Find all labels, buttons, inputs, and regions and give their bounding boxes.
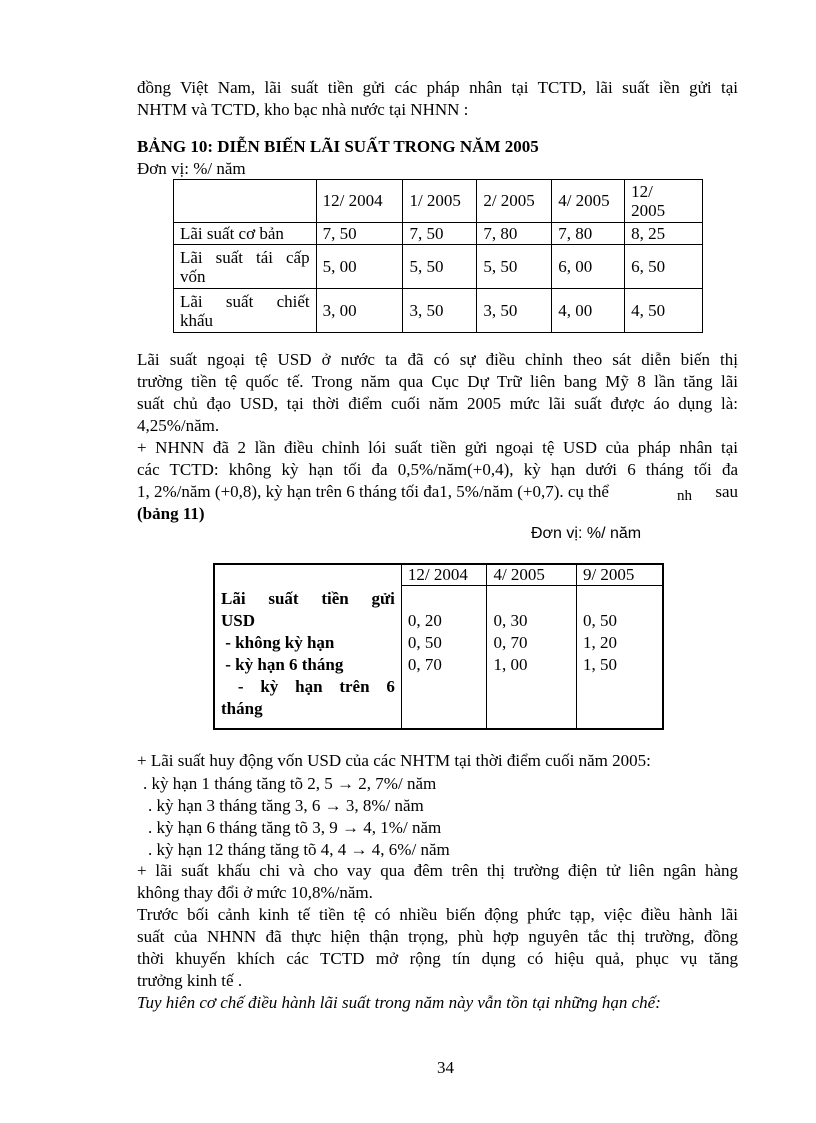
table11-header-cell: 9/ 2005 [576, 564, 663, 586]
table10-header-cell: 1/ 2005 [403, 180, 477, 223]
intro-paragraph [137, 77, 738, 121]
mobilization-list [143, 773, 450, 861]
list-item: . kỳ hạn 1 tháng tăng tõ 2, 5 → 2, 7%/ năm [143, 774, 437, 793]
table10-cell: 5, 50 [477, 245, 552, 289]
overdraft-paragraph: + lãi suất khấu chi và cho vay qua đêm trên thị trường điện tử liên ngân hàng không thay đổi ở mức 10,8%/năm. [137, 861, 738, 902]
usd-paragraph: Lãi suất ngoại tệ USD ở nước ta đã có sự điều chỉnh theo sát diễn biến thị trường tiền tệ quốc tế. Trong năm qua Cục Dự Trữ liên bang Mỹ 8 lần tăng lãi suất chủ đạo USD, tại thời điểm cuối năm 2005 mức lãi suất được áo dụng là: 4,25%/năm. [137, 350, 738, 435]
table10-cell: 8, 25 [625, 223, 703, 245]
table10-unit: Đơn vị: %/ năm [137, 159, 246, 178]
table10-row-label: Lãi suất cơ bản [174, 223, 317, 245]
table10-cell: 5, 50 [403, 245, 477, 289]
table10-cell: 3, 00 [316, 289, 403, 333]
table10-cell: 6, 00 [552, 245, 625, 289]
table10-cell: 5, 00 [316, 245, 403, 289]
table11-unit: Đơn vị: %/ năm [531, 525, 642, 542]
table-row [214, 586, 663, 729]
table-row [174, 245, 703, 289]
table11-cell: 0, 50 1, 20 1, 50 [576, 586, 663, 729]
table-row [174, 223, 703, 245]
table10-cell: 3, 50 [403, 289, 477, 333]
list-item: . kỳ hạn 12 tháng tăng tõ 4, 4 → 4, 6%/ năm [148, 840, 450, 859]
table10-cell: 7, 50 [403, 223, 477, 245]
nh-fragment: nh [677, 488, 692, 504]
table11-corner-cell [214, 564, 401, 586]
table10-header-cell: 2/ 2005 [477, 180, 552, 223]
table10-cell: 4, 50 [625, 289, 703, 333]
table10-cell: 3, 50 [477, 289, 552, 333]
table10-header-cell: 12/ 2004 [316, 180, 403, 223]
intro-line-1: đồng Việt Nam, lãi suất tiền gửi các pháp nhân tại TCTD, lãi suất iền gửi tại [137, 78, 738, 97]
table11-header-cell: 4/ 2005 [487, 564, 577, 586]
table10-cell: 4, 00 [552, 289, 625, 333]
table10-header-cell: 4/ 2005 [552, 180, 625, 223]
table10-cell: 6, 50 [625, 245, 703, 289]
list-item: . kỳ hạn 3 tháng tăng 3, 6 → 3, 8%/ năm [148, 796, 424, 815]
table10-cell: 7, 80 [477, 223, 552, 245]
page-number: 34 [437, 1058, 454, 1077]
table11-cell: 0, 20 0, 50 0, 70 [401, 586, 487, 729]
sau-fragment: sau [715, 482, 738, 501]
table11-cell: 0, 30 0, 70 1, 00 [487, 586, 577, 729]
list-item: . kỳ hạn 6 tháng tăng tõ 3, 9 → 4, 1%/ năm [148, 818, 442, 837]
table10-cell: 7, 80 [552, 223, 625, 245]
table10-cell: 7, 50 [316, 223, 403, 245]
context-paragraph: Trước bối cảnh kinh tế tiền tệ có nhiều biến động phức tạp, việc điều hành lãi suất của NHNN đã thực hiện thận trọng, phù hợp nguyên tắc thị trường, đồng thời khuyến khích các TCTD mở rộng tín dụng có hiệu quả, phục vụ tăng trưởng kinh tế . [137, 905, 738, 990]
table11-ref: (bảng 11) [137, 504, 205, 523]
intro-line-2: NHTM và TCTD, kho bạc nhà nước tại NHNN : [137, 100, 469, 119]
table-row [174, 289, 703, 333]
table10-corner-cell [174, 180, 317, 223]
mobilization-heading: + Lãi suất huy động vốn USD của các NHTM tại thời điểm cuối năm 2005: [137, 751, 651, 770]
table11-header-cell: 12/ 2004 [401, 564, 487, 586]
closing-italic-line: Tuy hiên cơ chế điều hành lãi suất trong năm này vẫn tồn tại những hạn chế: [137, 993, 661, 1012]
table11-header-row [214, 564, 663, 586]
table10-header-row [174, 180, 703, 223]
table11 [213, 563, 664, 730]
table10-header-cell-last: 12/ 2005 [625, 180, 703, 223]
table10-row-label: Lãi suất chiết khấu [174, 289, 317, 333]
table10 [173, 179, 703, 333]
table10-row-label: Lãi suất tái cấp vốn [174, 245, 317, 289]
table11-row-label: Lãi suất tiền gửi USD - không kỳ hạn - kỳ hạn 6 tháng - kỳ hạn trên 6 tháng [214, 586, 401, 729]
table10-title: BẢNG 10: DIỄN BIẾN LÃI SUẤT TRONG NĂM 2005 [137, 137, 539, 156]
nhnn-paragraph: + NHNN đã 2 lần điều chỉnh lói suất tiền gửi ngoại tệ USD của pháp nhân tại các TCTD: không kỳ hạn tối đa 0,5%/năm(+0,4), kỳ hạn dưới 6 tháng tối đa 1, 2%/năm (+0,8), kỳ hạn trên 6 tháng tối đa1, 5%/năm (+0,7). cụ thể nh sau (bảng 11) [137, 438, 738, 523]
